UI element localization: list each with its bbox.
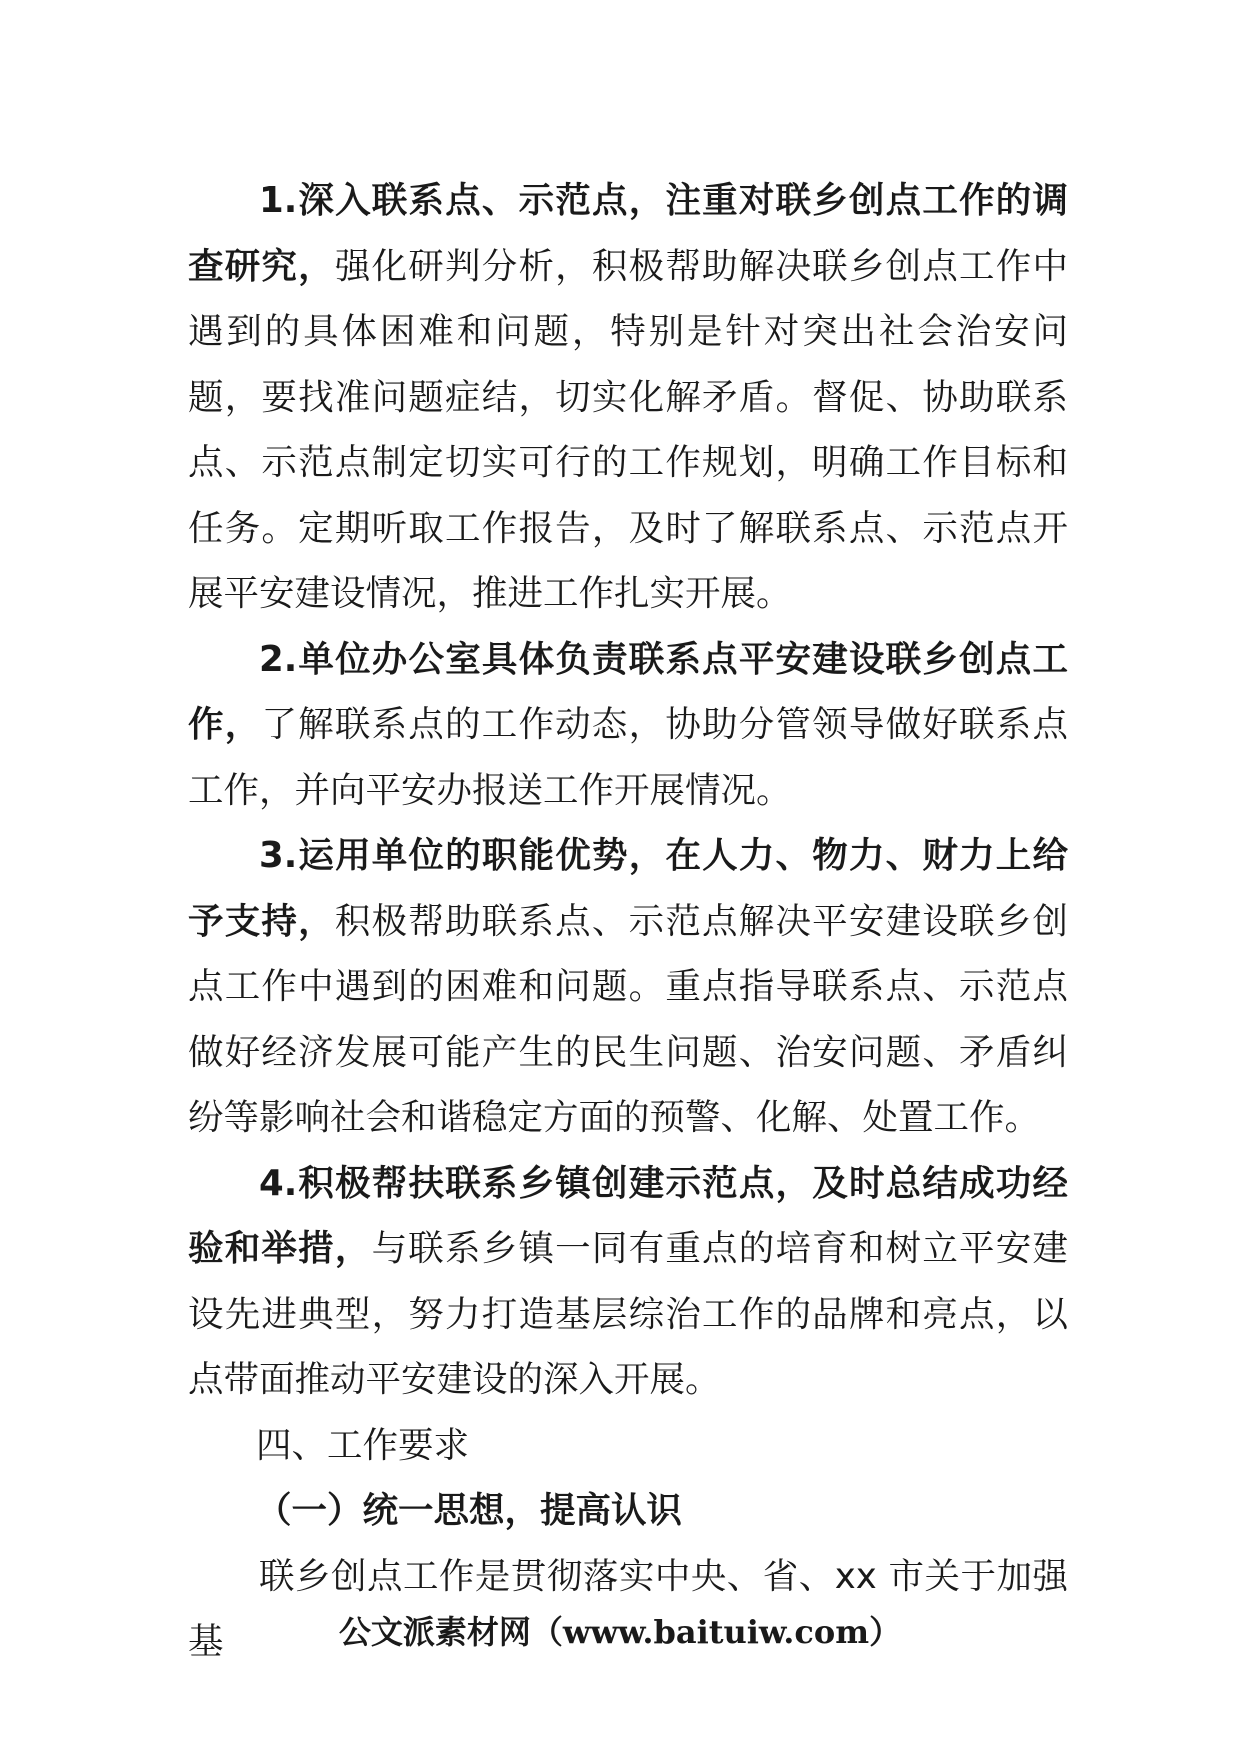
paragraph-2 — [188, 627, 1068, 824]
paragraph-1-text: 强化研判分析，积极帮助解决联乡创点工作中遇到的具体困难和问题，特别是针对突出社会治安问题，要找准问题症结，切实化解矛盾。督促、协助联系点、示范点制定切实可行的工作规划，明确工作目标和任务。定期听取工作报告，及时了解联系点、示范点开展平安建设情况，推进工作扎实开展。 — [188, 245, 1068, 614]
paragraph-1 — [188, 168, 1068, 627]
last-paragraph: 联乡创点工作是贯彻落实中央、省、xx 市关于加强基 — [188, 1555, 1068, 1662]
paragraph-3-lead: 3.运用单位的职能优势，在人力、物力、财力上给予支持， — [188, 835, 1068, 942]
paragraph-4 — [188, 1151, 1068, 1413]
subsection-heading: （一）统一思想，提高认识 — [256, 1490, 683, 1531]
paragraph-2-text: 了解联系点的工作动态，协助分管领导做好联系点工作，并向平安办报送工作开展情况。 — [188, 704, 1068, 811]
section-heading: 四、工作要求 — [256, 1424, 470, 1466]
paragraph-1-lead: 1.深入联系点、示范点，注重对联乡创点工作的调查研究， — [188, 180, 1068, 287]
paragraph-2-lead: 2.单位办公室具体负责联系点平安建设联乡创点工作， — [188, 638, 1068, 745]
paragraph-4-text: 与联系乡镇一同有重点的培育和树立平安建设先进典型，努力打造基层综治工作的品牌和亮点，以点带面推动平安建设的深入开展。 — [188, 1228, 1068, 1400]
footer-watermark: 公文派素材网（www.baituiw.com） — [338, 1613, 902, 1651]
document-body — [188, 168, 1068, 1675]
paragraph-4-lead: 4.积极帮扶联系乡镇创建示范点，及时总结成功经验和举措， — [188, 1162, 1068, 1269]
paragraph-3 — [188, 823, 1068, 1151]
paragraph-3-text: 积极帮助联系点、示范点解决平安建设联乡创点工作中遇到的困难和问题。重点指导联系点、示范点做好经济发展可能产生的民生问题、治安问题、矛盾纠纷等影响社会和谐稳定方面的预警、化解、处置工作。 — [188, 900, 1068, 1138]
